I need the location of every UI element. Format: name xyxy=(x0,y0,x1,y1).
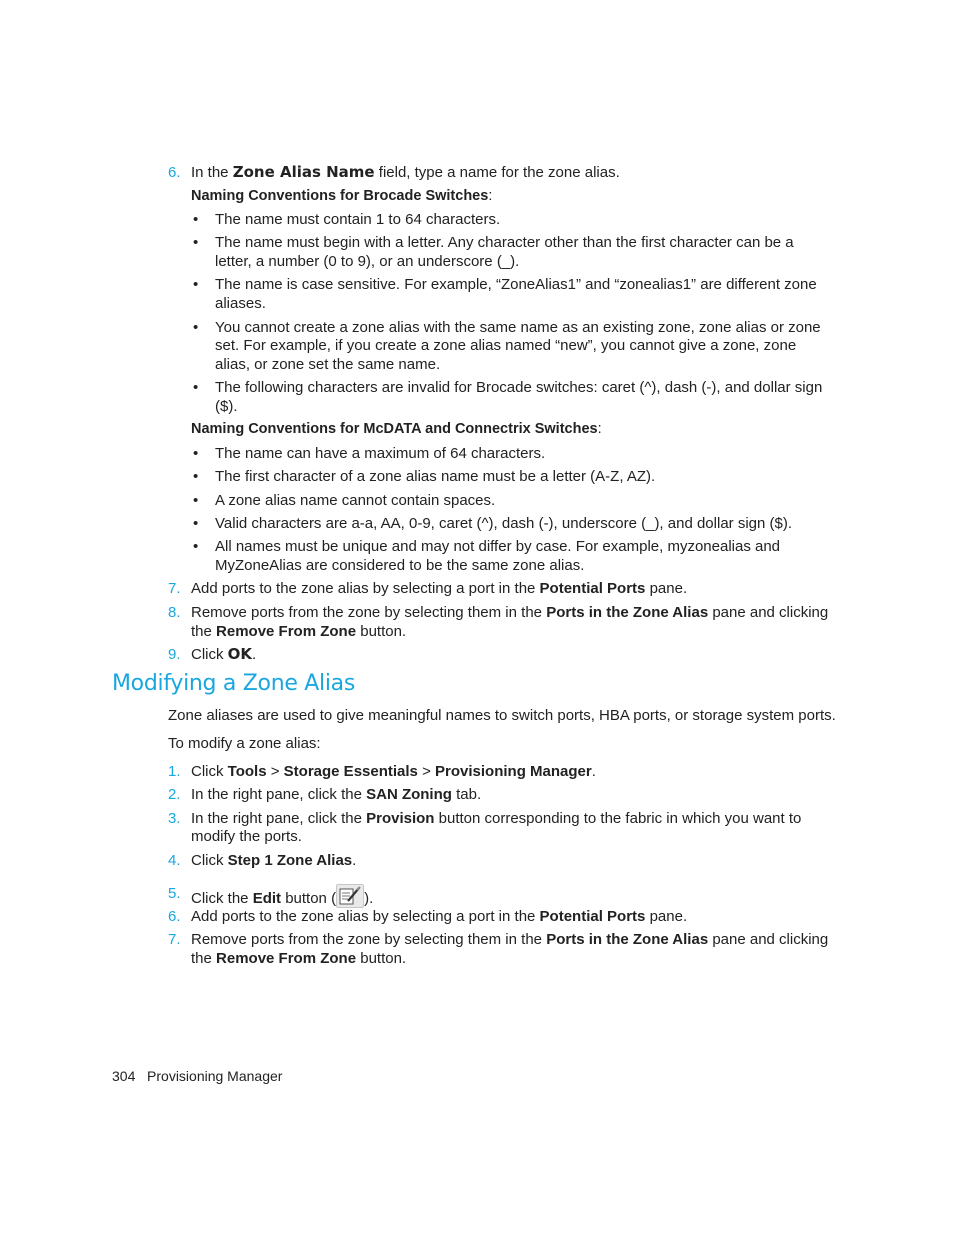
section-lead: To modify a zone alias: xyxy=(168,735,321,752)
menu-name: Tools xyxy=(227,763,267,780)
step-number: 1. xyxy=(168,763,181,780)
subheading: Naming Conventions for Brocade Switches xyxy=(191,188,489,204)
button-name: Step 1 Zone Alias xyxy=(227,852,353,869)
button-name: Edit xyxy=(252,890,282,907)
page-footer xyxy=(112,1067,282,1086)
menu-name: Storage Essentials xyxy=(283,763,418,780)
pane-name: Potential Ports xyxy=(539,580,646,597)
button-name: Provision xyxy=(366,810,435,827)
tab-name: SAN Zoning xyxy=(366,786,452,803)
step-number: 7. xyxy=(168,931,181,948)
step-number: 6. xyxy=(168,908,181,925)
step-number: 7. xyxy=(168,580,181,597)
step-text: In the xyxy=(191,164,233,181)
edit-icon xyxy=(336,884,364,908)
step-number: 5. xyxy=(168,885,181,902)
step-number: 2. xyxy=(168,786,181,803)
step-number: 3. xyxy=(168,810,181,827)
page-number: 304 xyxy=(112,1068,136,1084)
step-number: 4. xyxy=(168,852,181,869)
field-name: Zone Alias Name xyxy=(232,163,375,181)
section-title: Modifying a Zone Alias xyxy=(112,671,356,696)
step-text: field, type a name for the zone alias. xyxy=(374,164,620,181)
button-name: Remove From Zone xyxy=(216,623,357,640)
menu-name: Provisioning Manager xyxy=(435,763,592,780)
pane-name: Ports in the Zone Alias xyxy=(546,931,709,948)
step-number: 8. xyxy=(168,604,181,621)
section-intro: Zone aliases are used to give meaningful names to switch ports, HBA ports, or storage system ports. xyxy=(168,707,836,724)
step-number: 6. xyxy=(168,164,181,181)
pane-name: Ports in the Zone Alias xyxy=(546,604,709,621)
document-page: 6. In the Zone Alias Name field, type a name for the zone alias. Naming Conventions for Brocade Switches: • The name must contain 1 to 64 characters. • The name must begin with a letter. Any character other than the first character can be a letter, a number (0 to 9), or an underscore (_). • The name is case sensitive. For example, “ZoneAlias1” and “zonealias1” are different zone aliases. • You cannot create a zone alias with the same name as an existing zone, zone alias or zone set. For example, if you create a zone alias named “new”, you cannot give a zone, zone alias, or zone set the same name. • The following characters are invalid for Brocade switches: caret (^), dash (-), and dollar sign ($). Naming Conventions for McDATA and Connectrix Switches: • The name can have a maximum of 64 characters. • The first character of a zone alias name must be a letter (A-Z, AZ). • A zone alias name cannot contain spaces. • Valid characters are a-a, AA, 0-9, caret (^), dash (-), underscore (_), and dollar sign ($). • All names must be unique and may not differ by case. For example, myzonealias and MyZoneAlias are considered to be the same zone alias. 7. Add ports to the zone alias by selecting a port in the Potential Ports pane. 8. Remove ports from the zone by selecting them in the Ports in the Zone Alias pane and clicking the Remove From Zone button. 9. Click OK. Modifying a Zone Alias Zone aliases are used to give meaningful names to switch ports, HBA ports, or storage system ports. To modify a zone alias: 1. Click Tools > Storage Essentials > Provisioning Manager. 2. In the right pane, click the SAN Zoning tab. 3. In the right pane, click the Provision button corresponding to the fabric in which you want to modify the ports. 4. Click Step 1 Zone Alias. 5. Click the Edit button ( ). 6. Add ports to the zone alias by selecting a port in the Potential Ports pane. 7. Remove ports from the zone by selecting them in the Ports in the Zone Alias pane and clicking the Remove From Zone button. 304 Provisioning Manager xyxy=(112,163,836,1084)
subheading: Naming Conventions for McDATA and Connectrix Switches xyxy=(191,421,598,437)
footer-title: Provisioning Manager xyxy=(147,1068,283,1084)
step-number: 9. xyxy=(168,646,181,663)
button-name: Remove From Zone xyxy=(216,950,357,967)
pane-name: Potential Ports xyxy=(539,908,646,925)
button-name: OK xyxy=(227,645,253,663)
